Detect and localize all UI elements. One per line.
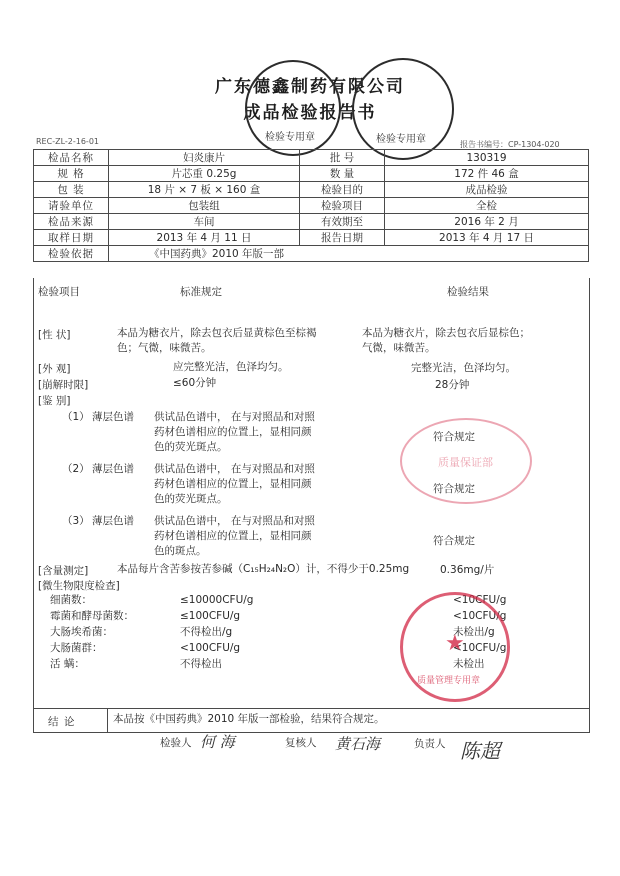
info-v1: 片芯重 0.25g (109, 166, 300, 182)
microbial-item-standard: <100CFU/g (180, 642, 241, 654)
conclusion-label: 结 论 (48, 716, 76, 728)
section-microbial-label: [微生物限度检查] (38, 580, 120, 592)
character-result-line2: 气微，味微苦。 (362, 342, 436, 354)
identification-method: 薄层色谱 (92, 411, 134, 423)
disintegration-standard: ≤60分钟 (173, 377, 217, 389)
info-row (34, 198, 589, 214)
microbial-item-name: 大肠菌群： (50, 642, 103, 654)
character-standard-line2: 色；气微，味微苦。 (117, 342, 212, 354)
appearance-standard: 应完整光洁，色泽均匀。 (173, 361, 289, 373)
info-k1: 检品来源 (34, 214, 109, 230)
microbial-item-standard: ≤100CFU/g (180, 610, 241, 622)
disintegration-result: 28分钟 (435, 379, 470, 391)
reviewer-label: 复核人 (285, 737, 317, 749)
info-row (34, 150, 589, 166)
basis-label: 检验依据 (34, 246, 109, 262)
info-k2: 批 号 (300, 150, 385, 166)
microbial-item-standard: 不得检出 (180, 658, 222, 670)
info-v2: 172 件 46 盒 (385, 166, 589, 182)
microbial-item-name: 大肠埃希菌： (50, 626, 113, 638)
identification-method: 薄层色谱 (92, 463, 134, 475)
microbial-item-name: 霉菌和酵母菌数： (50, 610, 134, 622)
identification-result: 符合规定 (433, 431, 475, 443)
microbial-item-standard: 不得检出/g (180, 626, 233, 638)
character-standard-line1: 本品为糖衣片，除去包衣后显黄棕色至棕褐 (117, 327, 317, 339)
assay-standard: 本品每片含苦参按苦参碱（C₁₅H₂₄N₂O）计，不得少于0.25mg (117, 563, 410, 575)
info-row (34, 182, 589, 198)
character-result-line1: 本品为糖衣片，除去包衣后显棕色； (362, 327, 530, 339)
column-result: 检验结果 (447, 286, 489, 298)
info-v1: 包装组 (109, 198, 300, 214)
assay-result: 0.36mg/片 (440, 564, 495, 576)
microbial-item-result: 未检出 (453, 658, 485, 670)
body-frame-right (589, 278, 590, 733)
identification-result: 符合规定 (433, 535, 475, 547)
section-appearance-label: [外 观] (38, 363, 71, 375)
identification-result: 符合规定 (433, 483, 475, 495)
reviewer-signature: 黄石海 (335, 735, 381, 753)
responsible-signature: 陈超 (460, 739, 500, 763)
identification-standard-line3: 色的荧光斑点。 (154, 493, 228, 505)
document-title: 成品检验报告书 (243, 103, 377, 123)
info-row (34, 214, 589, 230)
info-k1: 取样日期 (34, 230, 109, 246)
microbial-item-standard: ≤10000CFU/g (180, 594, 254, 606)
inspection-seal-1 (245, 60, 341, 156)
microbial-item-result: <10CFU/g (453, 610, 507, 622)
conclusion-divider (107, 708, 108, 732)
info-v2: 2013 年 4 月 17 日 (385, 230, 589, 246)
inspection-seal-2 (352, 58, 454, 160)
responsible-label: 负责人 (414, 738, 446, 750)
identification-standard-line1: 供试品色谱中， 在与对照品和对照 (154, 463, 315, 475)
info-row (34, 166, 589, 182)
microbial-item-result: <10CFU/g (453, 642, 507, 654)
microbial-item-name: 活 螨： (50, 658, 85, 670)
body-frame-left (33, 278, 34, 733)
quality-dept-seal-text: 质量保证部 (438, 456, 493, 469)
inspector-label: 检验人 (160, 737, 192, 749)
info-k1: 检品名称 (34, 150, 109, 166)
appearance-result: 完整光洁，色泽均匀。 (411, 362, 516, 374)
company-name: 广东德鑫制药有限公司 (215, 77, 405, 97)
info-k1: 包 装 (34, 182, 109, 198)
column-item: 检验项目 (38, 286, 80, 298)
info-k2: 检验目的 (300, 182, 385, 198)
basis-row (34, 246, 589, 262)
identification-method: 薄层色谱 (92, 515, 134, 527)
info-v2: 全检 (385, 198, 589, 214)
identification-standard-line1: 供试品色谱中， 在与对照品和对照 (154, 411, 315, 423)
info-k2: 数 量 (300, 166, 385, 182)
info-k2: 报告日期 (300, 230, 385, 246)
column-standard: 标准规定 (180, 286, 222, 298)
identification-standard-line2: 药材色谱相应的位置上，显相同颜 (154, 426, 312, 438)
quality-management-seal (400, 592, 510, 702)
info-v1: 18 片 × 7 板 × 160 盒 (109, 182, 300, 198)
info-v2: 成品检验 (385, 182, 589, 198)
inspector-signature: 何 海 (200, 733, 235, 751)
document-code: REC-ZL-2-16-01 (36, 137, 99, 146)
microbial-item-result: <10CFU/g (453, 594, 507, 606)
inspection-seal-2-text: 检验专用章 (376, 134, 426, 145)
conclusion-top-line (33, 708, 590, 709)
info-row (34, 230, 589, 246)
info-v1: 妇炎康片 (109, 150, 300, 166)
info-v2: 130319 (385, 150, 589, 166)
section-assay-label: [含量测定] (38, 565, 89, 577)
identification-standard-line3: 色的斑点。 (154, 545, 207, 557)
conclusion-text: 本品按《中国药典》2010 年版一部检验，结果符合规定。 (113, 713, 385, 725)
identification-standard-line3: 色的荧光斑点。 (154, 441, 228, 453)
conclusion-bottom-line (33, 732, 590, 733)
section-disintegration-label: [崩解时限] (38, 379, 89, 391)
basis-value: 《中国药典》2010 年版一部 (109, 246, 589, 262)
identification-standard-line2: 药材色谱相应的位置上，显相同颜 (154, 478, 312, 490)
quality-management-seal-text: 质量管理专用章 (417, 676, 481, 686)
info-v2: 2016 年 2 月 (385, 214, 589, 230)
info-k1: 规 格 (34, 166, 109, 182)
identification-standard-line1: 供试品色谱中， 在与对照品和对照 (154, 515, 315, 527)
info-v1: 2013 年 4 月 11 日 (109, 230, 300, 246)
quality-dept-seal (400, 418, 532, 504)
microbial-item-name: 细菌数： (50, 594, 92, 606)
identification-number: （3） (62, 515, 90, 527)
info-v1: 车间 (109, 214, 300, 230)
report-number: 报告书编号：CP-1304-020 (460, 140, 560, 149)
product-info-table (33, 149, 589, 262)
info-k2: 检验项目 (300, 198, 385, 214)
identification-number: （1） (62, 411, 90, 423)
info-k1: 请验单位 (34, 198, 109, 214)
seal-star-icon: ★ (445, 631, 465, 656)
info-k2: 有效期至 (300, 214, 385, 230)
inspection-seal-1-text: 检验专用章 (265, 132, 315, 143)
identification-number: （2） (62, 463, 90, 475)
section-character-label: [性 状] (38, 329, 71, 341)
identification-standard-line2: 药材色谱相应的位置上，显相同颜 (154, 530, 312, 542)
section-identification-label: [鉴 别] (38, 395, 71, 407)
microbial-item-result: 未检出/g (453, 626, 495, 638)
